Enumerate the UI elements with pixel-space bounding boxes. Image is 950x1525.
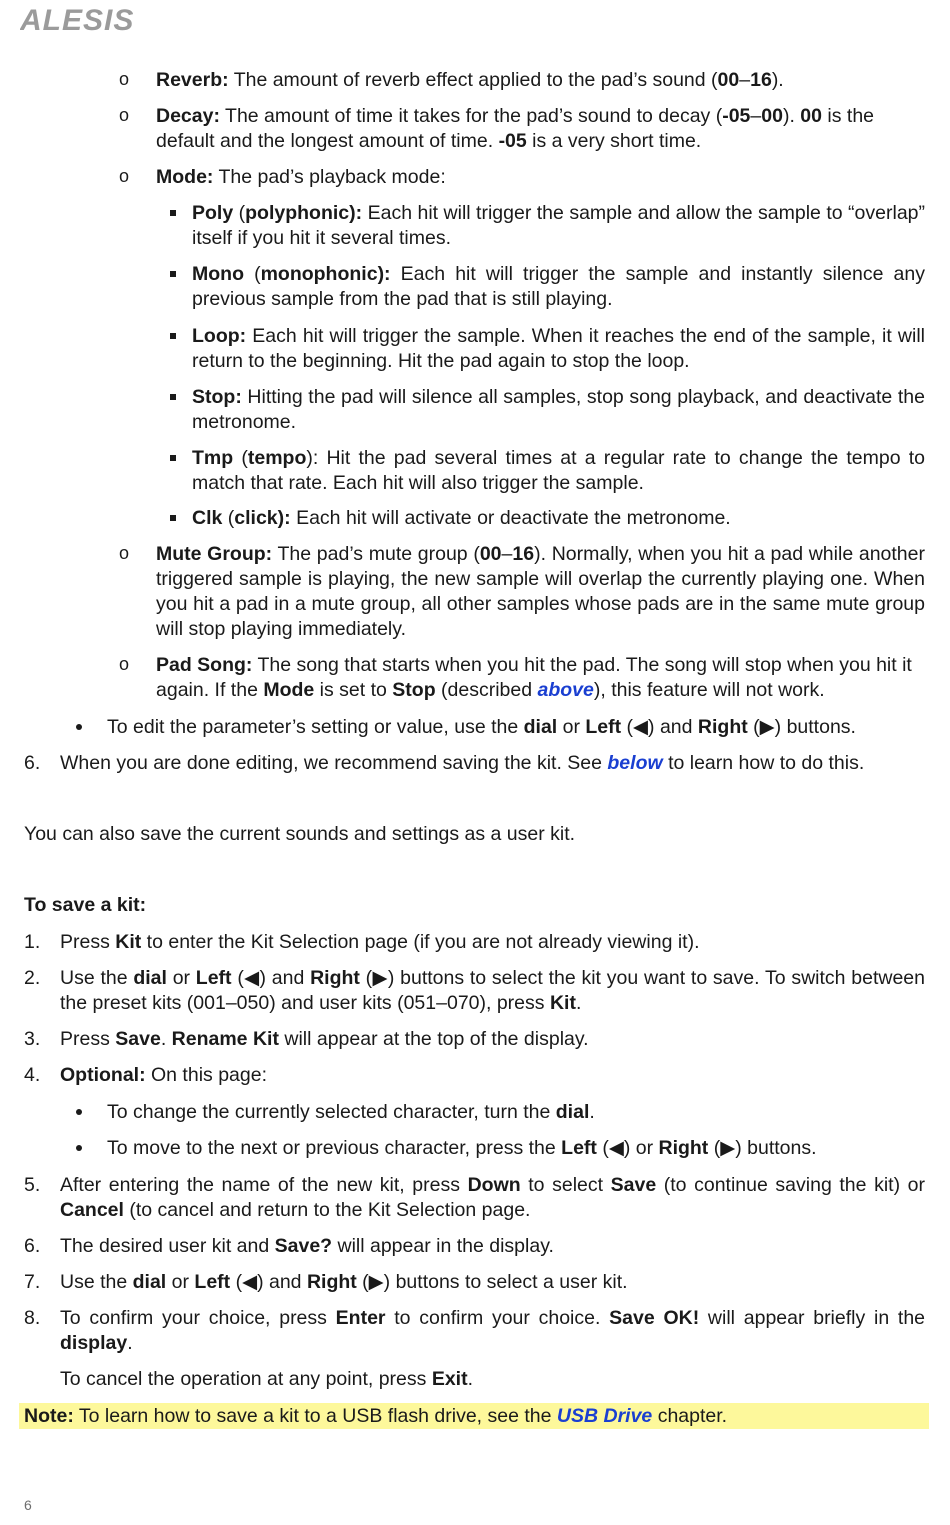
param-mute-group: Mute Group: The pad’s mute group (00–16). Normally, when you hit a pad while another triggered sample is playing, the new sample will overlap the currently playing one. When you hit a pad in a mute group, all other samples whose pads are in the same mute group will stop playing immediately. xyxy=(156,543,925,640)
bullet-dot xyxy=(76,1109,82,1115)
list-marker: o xyxy=(119,105,130,125)
bullet-square xyxy=(170,271,176,277)
cancel-instruction: To cancel the operation at any point, press Exit. xyxy=(60,1368,474,1390)
page-number: 6 xyxy=(24,1497,32,1513)
step-number: 6. xyxy=(24,1235,41,1257)
logo-text: ALESIS xyxy=(20,4,135,34)
save-step-1: Press Kit to enter the Kit Selection page (if you are not already viewing it). xyxy=(60,931,700,953)
mode-clk: Clk (click): Each hit will activate or deactivate the metronome. xyxy=(192,507,731,529)
list-marker: o xyxy=(119,543,130,563)
save-step-6: The desired user kit and Save? will appear in the display. xyxy=(60,1235,554,1257)
link-usb-drive[interactable]: USB Drive xyxy=(556,1405,653,1427)
save-step-7: Use the dial or Left (◀) and Right (▶) buttons to select a user kit. xyxy=(60,1271,628,1293)
mode-loop: Loop: Each hit will trigger the sample. When it reaches the end of the sample, it will return to the beginning. Hit the pad again to stop the loop. xyxy=(192,325,925,372)
save-step-8: To confirm your choice, press Enter to confirm your choice. Save OK! will appear briefly in the display. xyxy=(60,1307,926,1354)
save-step-4: Optional: On this page: xyxy=(60,1064,267,1086)
section-heading: To save a kit: xyxy=(24,894,147,916)
bullet-square xyxy=(170,210,176,216)
save-step-3: Press Save. Rename Kit will appear at the top of the display. xyxy=(60,1028,589,1050)
step-number: 3. xyxy=(24,1028,41,1050)
step-number: 1. xyxy=(24,931,41,953)
list-marker: o xyxy=(119,166,130,186)
step-number: 7. xyxy=(24,1271,41,1293)
save-step-5: After entering the name of the new kit, press Down to select Save (to continue saving the kit) or Cancel (to cancel and return to the Kit Selection page. xyxy=(60,1174,925,1221)
param-mode: Mode: The pad’s playback mode: xyxy=(156,166,446,188)
step-number: 8. xyxy=(24,1307,41,1329)
step-number: 4. xyxy=(24,1064,41,1086)
step-6-save-recommendation: When you are done editing, we recommend saving the kit. See below to learn how to do this. xyxy=(60,752,865,774)
save-step-4-sub-2: To move to the next or previous character, press the Left (◀) or Right (▶) buttons. xyxy=(107,1137,817,1159)
note-text: Note: To learn how to save a kit to a USB flash drive, see the USB Drive chapter. xyxy=(24,1405,728,1427)
link-below[interactable]: below xyxy=(607,752,663,774)
param-decay: Decay: The amount of time it takes for the pad’s sound to decay (-05–00). 00 is the default and the longest amount of time. -05 is a very short time. xyxy=(156,105,875,152)
bullet-square xyxy=(170,394,176,400)
mode-stop: Stop: Hitting the pad will silence all samples, stop song playback, and deactivate the metronome. xyxy=(192,386,925,433)
mode-poly: Poly (polyphonic): Each hit will trigger the sample and allow the sample to “overlap” itself if you hit it several times. xyxy=(192,202,925,249)
step-number: 2. xyxy=(24,967,41,989)
edit-instruction: To edit the parameter’s setting or value, use the dial or Left (◀) and Right (▶) buttons. xyxy=(107,716,856,738)
link-above[interactable]: above xyxy=(537,679,594,701)
step-number: 6. xyxy=(24,752,41,774)
bullet-dot xyxy=(76,1145,82,1151)
bullet-square xyxy=(170,515,176,521)
save-step-4-sub-1: To change the currently selected character, turn the dial. xyxy=(107,1101,595,1123)
mode-mono: Mono (monophonic): Each hit will trigger the sample and instantly silence any previous sample from the pad that is still playing. xyxy=(192,263,925,310)
bullet-square xyxy=(170,455,176,461)
param-reverb: Reverb: The amount of reverb effect applied to the pad’s sound (00–16). xyxy=(156,69,784,91)
alesis-logo xyxy=(20,4,190,34)
intro-paragraph: You can also save the current sounds and settings as a user kit. xyxy=(24,823,576,845)
bullet-dot xyxy=(76,724,82,730)
list-marker: o xyxy=(119,654,130,674)
mode-tmp: Tmp (tempo): Hit the pad several times at a regular rate to change the tempo to match that rate. Each hit will also trigger the sample. xyxy=(192,447,925,494)
bullet-square xyxy=(170,333,176,339)
list-marker: o xyxy=(119,69,130,89)
step-number: 5. xyxy=(24,1174,41,1196)
save-step-2: Use the dial or Left (◀) and Right (▶) buttons to select the kit you want to save. To switch between the preset kits (001–050) and user kits (051–070), press Kit. xyxy=(60,967,925,1014)
param-pad-song: Pad Song: The song that starts when you hit the pad. The song will stop when you hit it again. If the Mode is set to Stop (described above), this feature will not work. xyxy=(156,654,912,701)
